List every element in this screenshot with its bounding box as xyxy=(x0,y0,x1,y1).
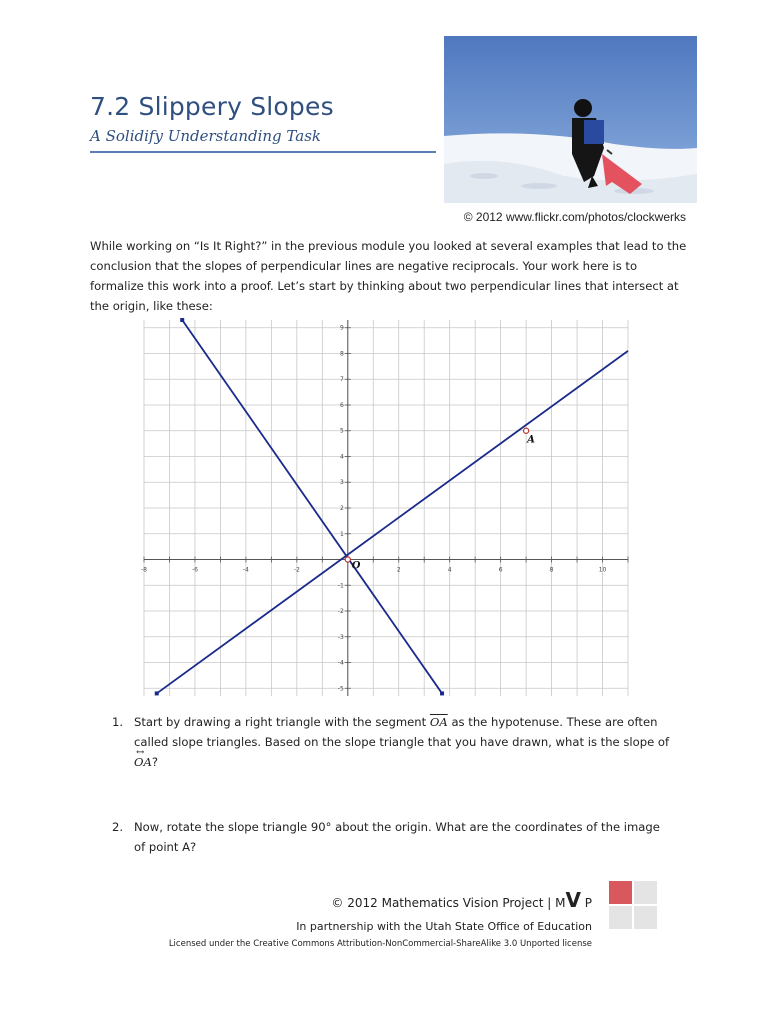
footer-logo-v: V xyxy=(565,888,581,912)
logo-square-gray-3 xyxy=(634,906,657,929)
intro-paragraph: While working on “Is It Right?” in the previous module you looked at several examples that lead to the conclusion that the slopes of perpendicular lines are negative reciprocals. Your work here is to formalize this work into a proof. Let’s start by thinking about two perpendicular lines that intersect at the origin, like these: xyxy=(90,239,687,313)
graph-line-2 xyxy=(182,320,442,693)
y-tick-label: -3 xyxy=(337,633,344,641)
footer-copyright-line xyxy=(169,888,592,912)
logo-square-gray-2 xyxy=(609,906,632,929)
coordinate-graph xyxy=(140,318,630,698)
footer-license: Licensed under the Creative Commons Attribution-NonCommercial-ShareAlike 3.0 Unported license xyxy=(168,939,592,949)
question-1-part-a: Start by drawing a right triangle with the segment xyxy=(134,715,430,729)
question-2-number: 2. xyxy=(112,820,124,834)
footer-logo-p: P xyxy=(580,896,592,910)
y-tick-label: 6 xyxy=(339,401,344,409)
question-2-text: Now, rotate the slope triangle 90° about the origin. What are the coordinates of the image of point A? xyxy=(134,820,660,854)
mvp-logo xyxy=(609,881,657,929)
question-1-part-b: as the hypotenuse. These are often called slope triangles. Based on the slope triangle that you have drawn, what is the slope of xyxy=(134,715,670,749)
x-tick-label: 4 xyxy=(447,566,452,574)
line-endpoint-marker xyxy=(440,691,444,695)
point-a-marker xyxy=(524,428,529,433)
y-tick-label: 1 xyxy=(339,530,344,538)
title-block xyxy=(90,92,436,145)
x-tick-label: 10 xyxy=(598,566,607,574)
y-tick-label: 9 xyxy=(339,324,344,332)
x-tick-label: -4 xyxy=(242,566,249,574)
question-2 xyxy=(112,817,692,857)
x-tick-label: -2 xyxy=(293,566,300,574)
sledding-photo-art xyxy=(444,36,697,203)
page-subtitle: A Solidify Understanding Task xyxy=(90,127,321,145)
sledding-photo xyxy=(444,36,697,203)
x-tick-label: 2 xyxy=(396,566,401,574)
question-1-part-c: ? xyxy=(151,755,159,769)
y-tick-label: -2 xyxy=(337,608,344,616)
photo-credit: © 2012 www.flickr.com/photos/clockwerks xyxy=(463,210,686,224)
question-1-text xyxy=(134,712,674,772)
origin-marker xyxy=(345,557,350,562)
logo-square-red xyxy=(609,881,632,904)
x-tick-label: -6 xyxy=(191,566,198,574)
line-endpoint-marker xyxy=(155,691,159,695)
x-tick-label: -8 xyxy=(141,566,147,574)
y-tick-label: 3 xyxy=(339,479,344,487)
origin-label: O xyxy=(351,560,361,572)
logo-square-gray-1 xyxy=(634,881,657,904)
question-1 xyxy=(112,712,692,772)
graph-svg xyxy=(140,318,630,698)
x-tick-label: 6 xyxy=(498,566,503,574)
y-tick-label: 4 xyxy=(339,453,344,461)
x-tick-label: 8 xyxy=(549,566,554,574)
footer-partnership: In partnership with the Utah State Office of Education xyxy=(296,920,592,933)
y-tick-label: -4 xyxy=(337,659,344,667)
question-1-number: 1. xyxy=(112,715,124,729)
line-endpoint-marker xyxy=(180,318,184,322)
footer-copyright: © 2012 Mathematics Vision Project | M xyxy=(331,896,566,910)
line-oa: ↔ OA xyxy=(134,755,152,769)
y-tick-label: 2 xyxy=(339,505,344,512)
page-title: 7.2 Slippery Slopes xyxy=(90,92,334,121)
title-divider xyxy=(90,151,436,153)
footer xyxy=(169,888,592,949)
segment-oa: $\overline{OA}$ xyxy=(429,715,448,729)
y-tick-label: 5 xyxy=(339,427,344,435)
y-tick-label: -1 xyxy=(337,582,344,590)
point-a-label: A xyxy=(527,434,535,446)
y-tick-label: 7 xyxy=(339,376,344,384)
y-tick-label: 8 xyxy=(339,350,344,358)
graph-line-1 xyxy=(157,351,628,694)
y-tick-label: -5 xyxy=(337,685,344,693)
